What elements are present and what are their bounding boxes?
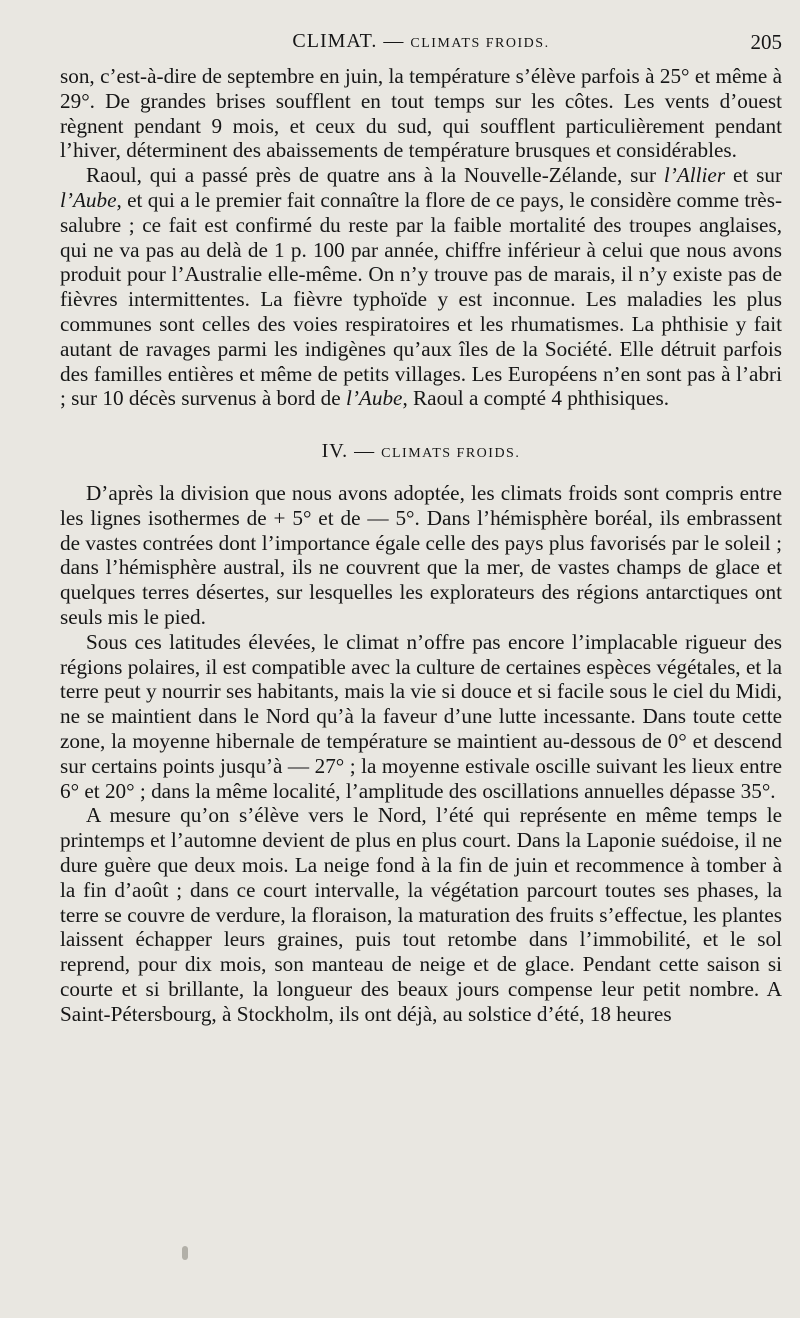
ship-name-aube: l’Aube bbox=[60, 187, 117, 212]
running-title-dash: — bbox=[377, 30, 411, 52]
section-dash: — bbox=[348, 440, 382, 463]
section-title: CLIMATS FROIDS. bbox=[381, 446, 521, 462]
page-header bbox=[60, 30, 782, 62]
paragraph-2-part-c: et sur bbox=[725, 163, 782, 188]
ink-smudge bbox=[182, 1246, 188, 1260]
paragraph-5: A mesure qu’on s’élève vers le Nord, l’été qui représente en même temps le printemps et l’automne devient de plus en plus court. Dans la Laponie suédoise, il ne dure guère que deux mois. La neige fond à la fin de juin et recommence à tomber à la fin d’août ; dans ce court intervalle, la végétation parcourt toutes ses phases, la terre se couvre de verdure, la floraison, la maturation des fruits s’effectue, les plantes laissent échapper leurs graines, puis tout retombe dans l’immobilité, et le sol reprend, pour dix mois, son manteau de neige et de glace. Pendant cette saison si courte et si brillante, la longueur des beaux jours compense leur petit nombre. A Saint-Pétersbourg, à Stockholm, ils ont déjà, au solstice d’été, 18 heures bbox=[60, 803, 782, 1026]
running-title bbox=[60, 30, 782, 53]
paragraph-2-part-a: Raoul, qui a passé près de quatre ans à la Nouvelle-Zélande, sur bbox=[86, 163, 664, 188]
section-heading bbox=[60, 439, 782, 467]
running-title-sub: CLIMATS FROIDS. bbox=[410, 36, 550, 51]
ship-name-allier: l’Allier bbox=[663, 163, 726, 188]
page-number: 205 bbox=[750, 30, 782, 54]
paragraph-4: Sous ces latitudes élevées, le climat n’offre pas encore l’implacable rigueur des régions polaires, il est compatible avec la culture de certaines espèces végétales, et la terre peut y nourrir ses habitants, mais la vie si douce et si facile sous le ciel du Midi, ne se maintient dans le Nord qu’à la faveur d’une lutte incessante. Dans toute cette zone, la moyenne hibernale de température se maintient au-dessous de 0° et descend sur certains points jusqu’à — 27° ; la moyenne estivale oscille suivant les lieux entre 6° et 20° ; dans la même localité, l’amplitude des oscillations annuelles dépasse 35°. bbox=[60, 629, 782, 803]
paragraph-2-part-g: , Raoul a compté 4 phthisiques. bbox=[402, 386, 670, 411]
paragraph-1: son, c’est-à-dire de septembre en juin, la température s’élève parfois à 25° et même à 29°. De grandes brises soufflent en tout temps sur les côtes. Les vents d’ouest règnent pendant 9 mois, et ceux du sud, qui soufflent particulièrement pendant l’hiver, déterminent des abaissements de température brusques et considérables. bbox=[60, 64, 782, 163]
running-title-main: CLIMAT. bbox=[292, 30, 378, 52]
paragraph-2-part-e: , et qui a le premier fait connaître la flore de ce pays, le considère comme très-salubre ; ce fait est confirmé du reste par la faible mortalité des troupes anglaises, qui ne va pas au delà de 1 p. 100 par année, chiffre inférieur à celui que nous avons produit pour l’Australie elle-même. On n’y trouve pas de marais, il n’y existe pas de fièvres intermittentes. La fièvre typhoïde y est inconnue. Les maladies les plus communes sont celles des voies respiratoires et les rhumatismes. La phthisie y fait autant de ravages parmi les indigènes qu’aux îles de la Société. Elle détruit parfois des familles entières et même de petits villages. Les Européens n’en sont pas à l’abri ; sur 10 décès survenus à bord de bbox=[60, 187, 782, 411]
paragraph-2 bbox=[60, 163, 782, 411]
section-numeral: IV. bbox=[321, 440, 349, 463]
paragraph-3: D’après la division que nous avons adoptée, les climats froids sont compris entre les lignes isothermes de + 5° et de — 5°. Dans l’hémisphère boréal, ils embrassent de vastes contrées dont l’importance égale celle des pays plus favorisés par le soleil ; dans l’hémisphère austral, ils ne couvrent que la mer, de vastes champs de glace et quelques terres désertes, sur lesquelles les explorateurs des régions antarctiques ont seuls mis le pied. bbox=[60, 480, 782, 629]
ship-name-aube-2: l’Aube bbox=[345, 386, 403, 411]
body-text bbox=[60, 64, 782, 1026]
